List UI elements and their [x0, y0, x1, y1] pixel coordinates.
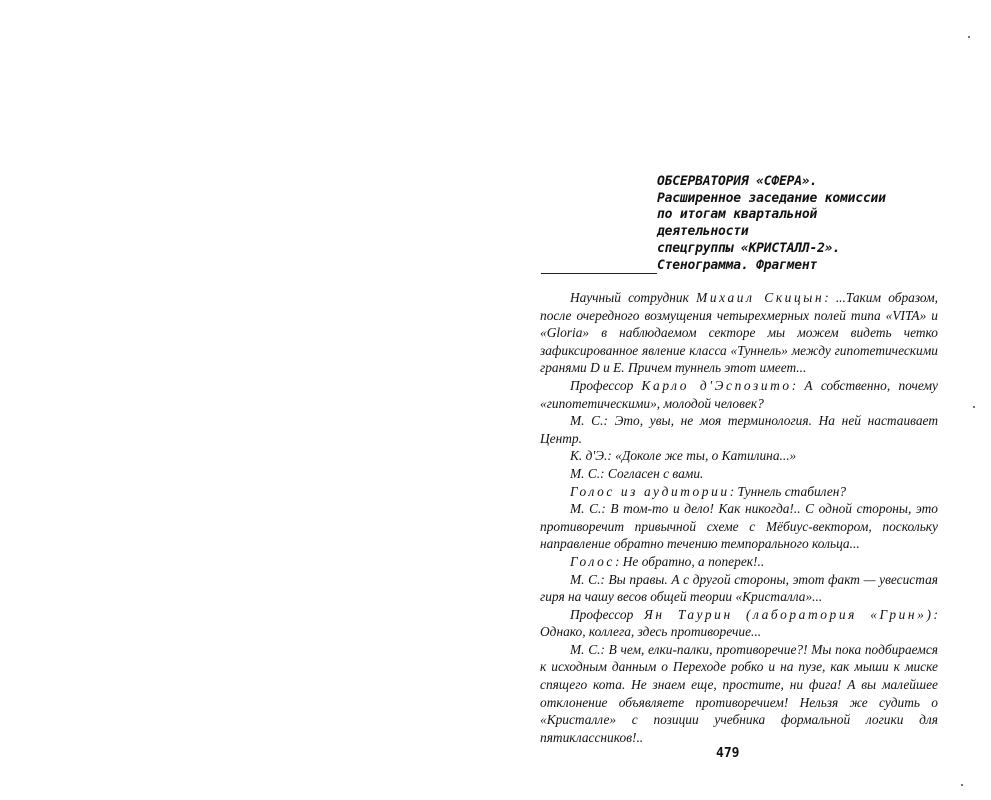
speech-text: : Не обратно, а поперек!..: [614, 553, 765, 569]
speech-text: М. С.: Вы правы. А с другой стороны, этот факт — увесистая гиря на чашу весов общей теории «Кристалла»...: [540, 571, 938, 605]
header-line: деятельности: [657, 224, 749, 240]
transcript-paragraph: [540, 412, 938, 447]
speaker-role: Профессор: [570, 377, 642, 393]
transcript-paragraph: [540, 606, 938, 641]
speaker-role: Научный сотрудник: [570, 290, 697, 305]
speech-text: М. С.: В том-то и дело! Как никогда!.. С одной стороны, это противоречит привычной схеме с Мёбиус-вектором, поскольку направление обратно течению темпорального кольца...: [540, 501, 938, 552]
speaker-name: Ян Таурин (лаборатория «Грин»): [643, 606, 934, 622]
speaker-role: Профессор: [570, 606, 644, 622]
transcript-paragraph: [540, 571, 938, 606]
transcript-paragraph: [540, 483, 938, 501]
chapter-header: [657, 174, 977, 274]
speech-text: : А собственно, почему «гипотетическими», молодой человек?: [540, 377, 938, 411]
speech-text: М. С.: Это, увы, не моя терминология. На ней настаивает Центр.: [540, 413, 938, 446]
transcript-paragraph: [540, 377, 938, 412]
speech-text: : Однако, коллега, здесь противоречие...: [540, 606, 938, 640]
speaker-name: Карло д'Эспозито: [641, 377, 792, 393]
page-number: 479: [716, 746, 740, 761]
speaker-name: Голос: [570, 553, 615, 569]
transcript-paragraph: [540, 447, 938, 465]
speech-text: М. С.: Согласен с вами.: [570, 465, 704, 481]
speech-text: К. д'Э.: «Доколе же ты, о Катилина...»: [570, 448, 797, 464]
transcript-paragraph: [540, 500, 938, 553]
header-rule: [541, 273, 657, 274]
scan-speck: [973, 406, 975, 408]
speech-text: М. С.: В чем, елки-палки, противоречие?! Мы пока подбираемся к исходным данным о Переходе робко и на пузе, как мыши к миске спящего кота. Не знаем еще, простите, ни фига! А вы малейшее отклонение объявляете противоречием! Нельзя же судить о «Кристалле» с позиции учебника формальной логики для пятиклассников!..: [540, 641, 938, 745]
transcript-paragraph: [540, 465, 938, 483]
speaker-name: Михаил Скицын: [696, 290, 825, 305]
header-line: Стенограмма. Фрагмент: [657, 257, 818, 273]
transcript-body: [540, 289, 938, 746]
transcript-paragraph: [540, 641, 938, 747]
header-line: по итогам квартальной: [657, 207, 818, 223]
speech-text: : Туннель стабилен?: [729, 483, 847, 499]
transcript-paragraph: [540, 553, 938, 571]
header-line: спецгруппы «КРИСТАЛЛ-2».: [657, 240, 841, 256]
scan-speck: [961, 784, 963, 786]
transcript-paragraph: [540, 289, 938, 377]
header-line: Расширенное заседание комиссии: [657, 190, 886, 206]
header-line: ОБСЕРВАТОРИЯ «СФЕРА».: [657, 174, 818, 189]
speech-text: : ...Таким образом, после очередного возмущения четырехмерных полей типа «VITA» и «Gloria» в наблюдаемом секторе мы можем видеть четко зафиксированное явление класса «Туннель» между гипотетическими гранями D и E. Причем туннель этот имеет...: [540, 290, 938, 376]
speaker-name: Голос из аудитории: [570, 483, 730, 499]
scan-speck: [968, 36, 970, 38]
